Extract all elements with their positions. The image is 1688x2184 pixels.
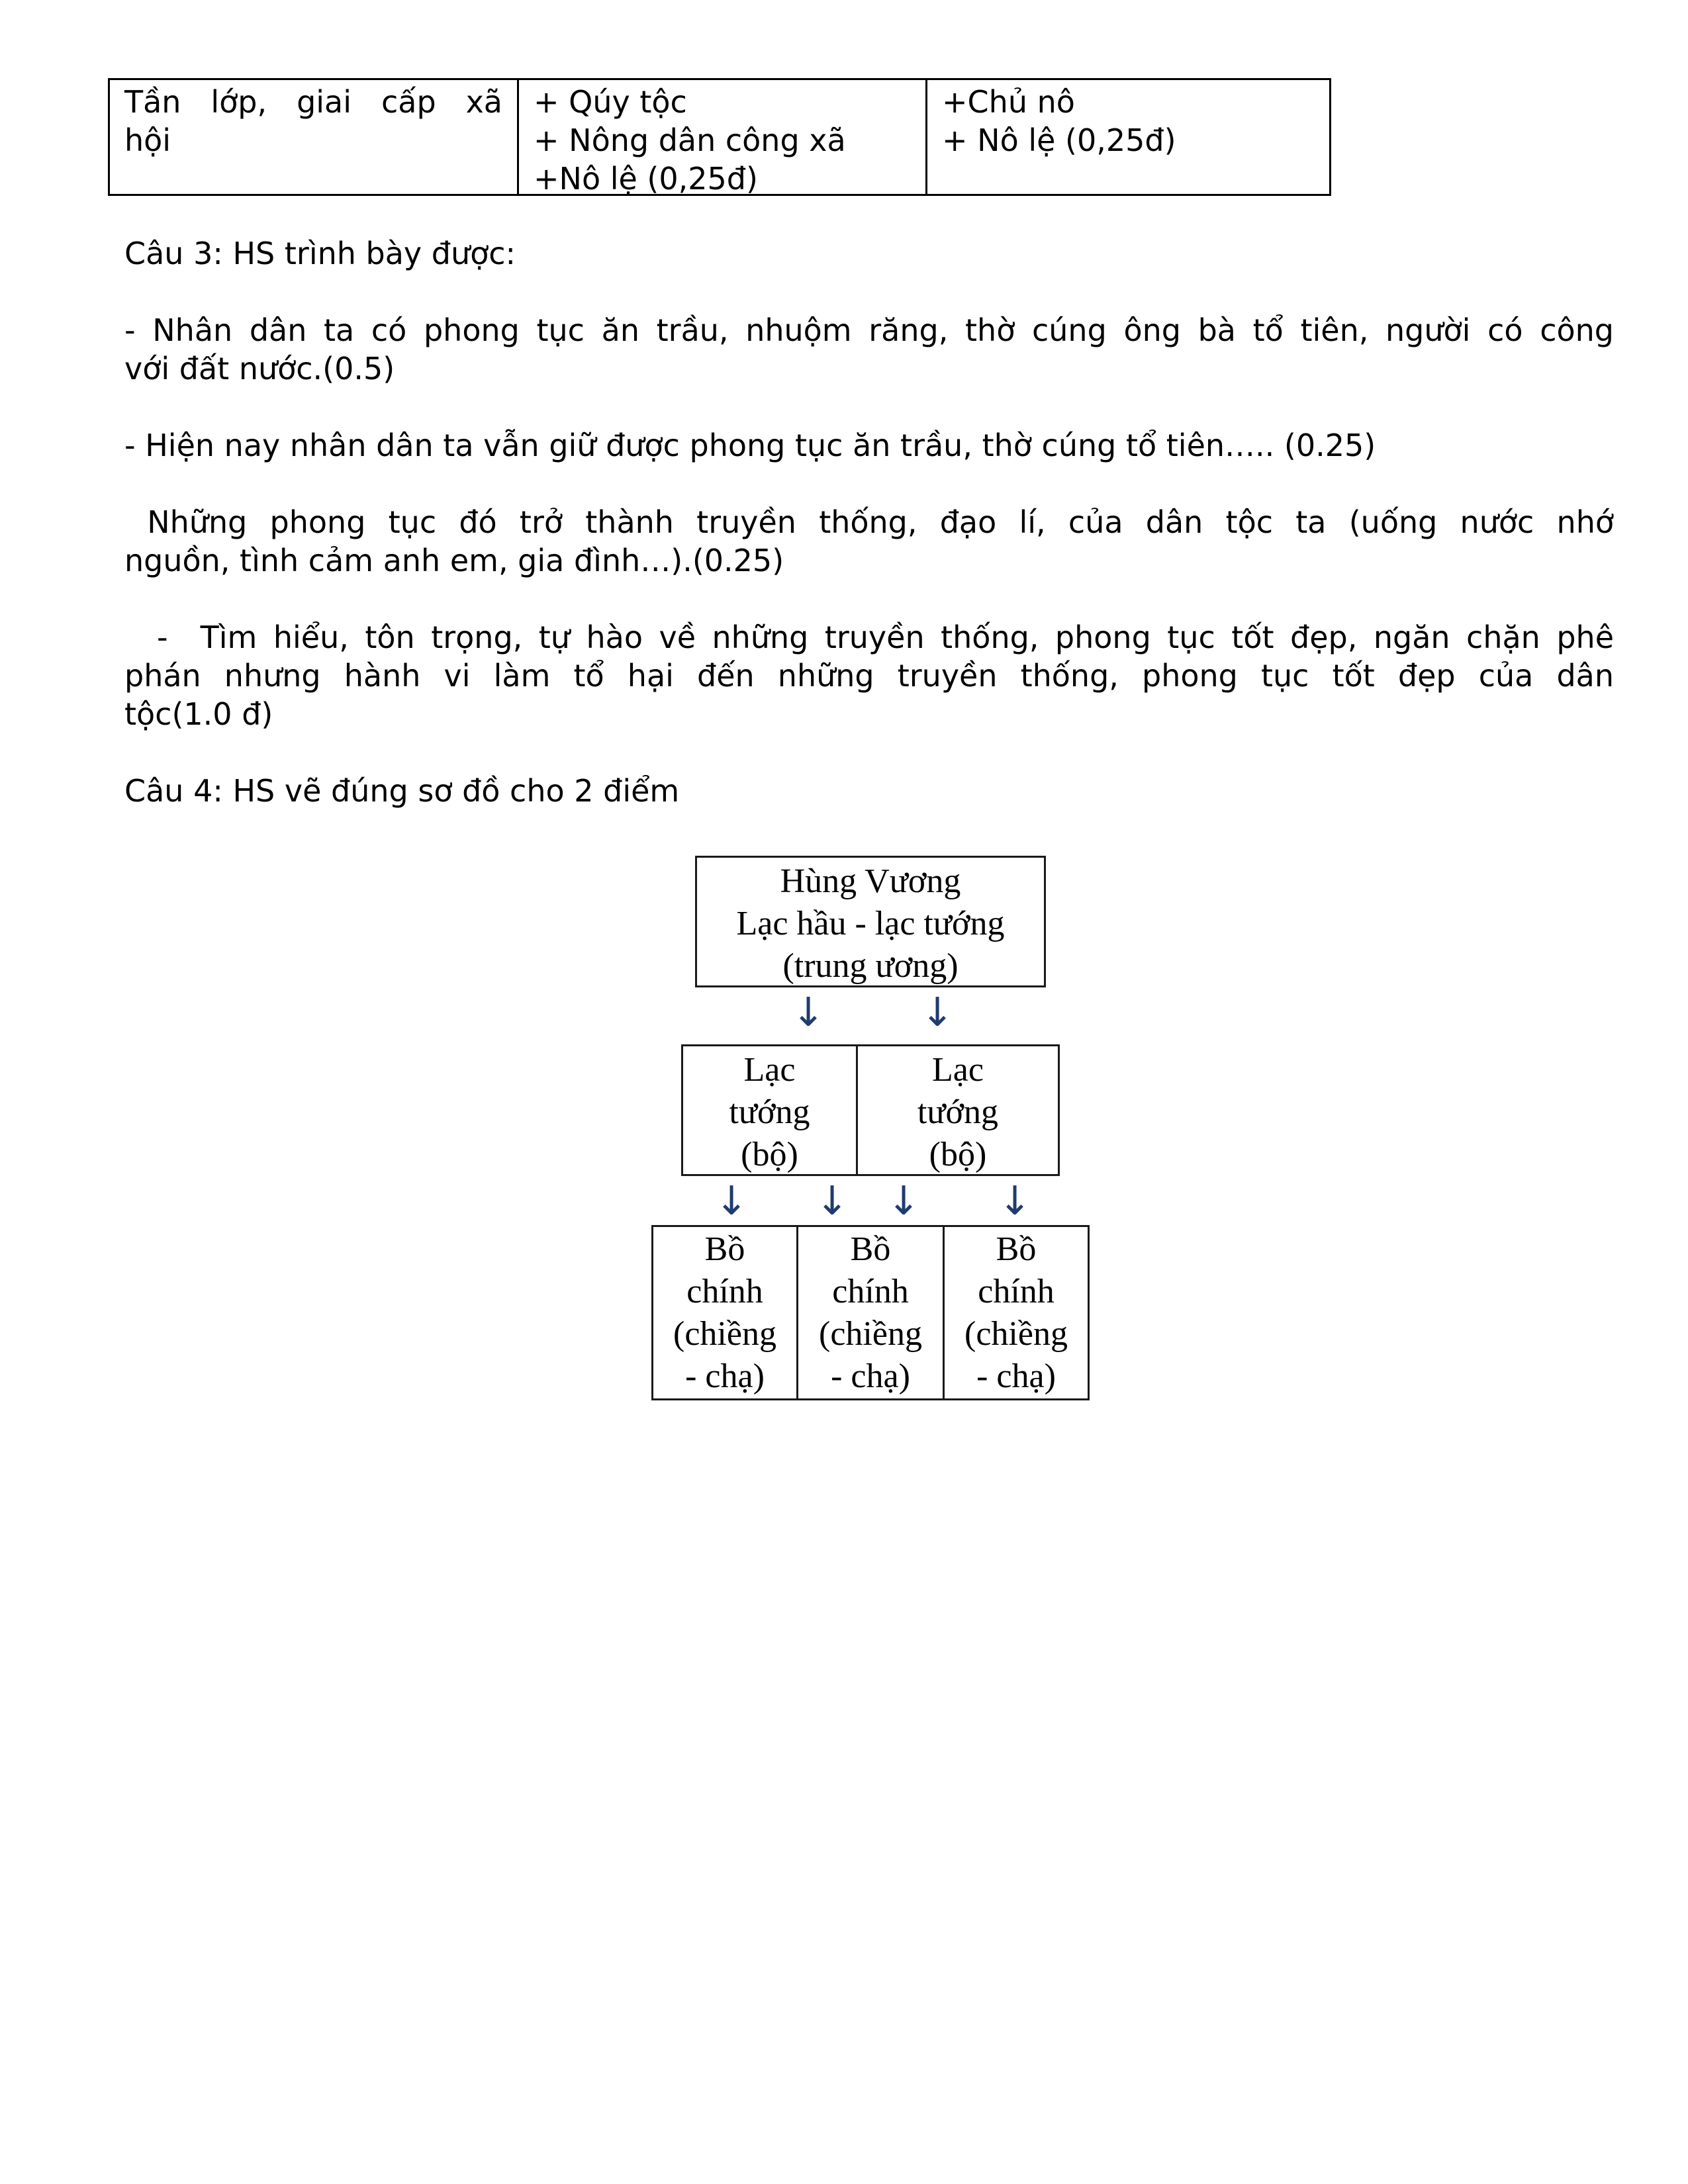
cau3-paragraph-2 [124,426,1614,465]
arrow-down-icon: ↓ [816,1178,849,1224]
arrow-down-icon: ↓ [921,989,955,1036]
table-cell-ancient-west [925,80,1329,194]
paragraph-line: với đất nước.(0.5) [124,351,395,387]
cau4-heading: Câu 4: HS vẽ đúng sơ đồ cho 2 điểm [124,773,680,809]
diagram-box-bochinh-2: Bồ chính (chiềng - chạ) [796,1225,945,1400]
table-cell-vanlang [517,80,925,197]
arrow-down-icon: ↓ [998,1178,1032,1224]
table-cell-line: + Qúy tộc [534,84,687,120]
cau3-paragraph-1 [124,311,1614,388]
arrow-down-icon: ↓ [792,989,825,1036]
paragraph-line: - Hiện nay nhân dân ta vẫn giữ được phong tục ăn trầu, thờ cúng tổ tiên….. (0.25) [124,428,1376,463]
paragraph-line: tộc(1.0 đ) [124,696,273,732]
cau3-paragraph-3 [124,503,1614,580]
diagram-box-lactuong-left: Lạc tướng (bộ) [681,1044,858,1176]
table-cell-line: hội [124,122,171,158]
paragraph-line: phán nhưng hành vi làm tổ hại đến những truyền thống, phong tục tốt đẹp của dân [124,658,1614,694]
diagram-box-lactuong-right: Lạc tướng (bộ) [856,1044,1060,1176]
diagram-box-bochinh-3: Bồ chính (chiềng - chạ) [943,1225,1090,1400]
diagram-box-central: Hùng Vương Lạc hầu - lạc tướng (trung ương) [695,856,1046,987]
table-cell-line: +Chủ nô [942,84,1075,120]
paragraph-line: nguồn, tình cảm anh em, gia đình…).(0.25) [124,543,784,578]
paragraph-line: - Tìm hiểu, tôn trọng, tự hào về những truyền thống, phong tục tốt đẹp, ngăn chặn phê [124,619,1614,655]
arrow-down-icon: ↓ [887,1178,921,1224]
table-cell-line: Tần lớp, giai cấp xã [124,84,502,120]
table-cell-line: + Nô lệ (0,25đ) [942,122,1176,158]
paragraph-line: - Nhân dân ta có phong tục ăn trầu, nhuộm răng, thờ cúng ông bà tổ tiên, người có công [124,312,1614,348]
table-cell-class-label [110,80,517,194]
social-class-table-row [108,78,1331,196]
paragraph-line: Những phong tục đó trở thành truyền thống, đạo lí, của dân tộc ta (uống nước nhớ [124,504,1614,540]
cau3-heading: Câu 3: HS trình bày được: [124,236,516,271]
cau3-paragraph-4 [124,618,1614,733]
arrow-down-icon: ↓ [715,1178,749,1224]
table-cell-line: + Nông dân công xã [534,122,846,158]
diagram-box-bochinh-1: Bồ chính (chiềng - chạ) [651,1225,798,1400]
table-cell-line: +Nô lệ (0,25đ) [534,161,758,197]
